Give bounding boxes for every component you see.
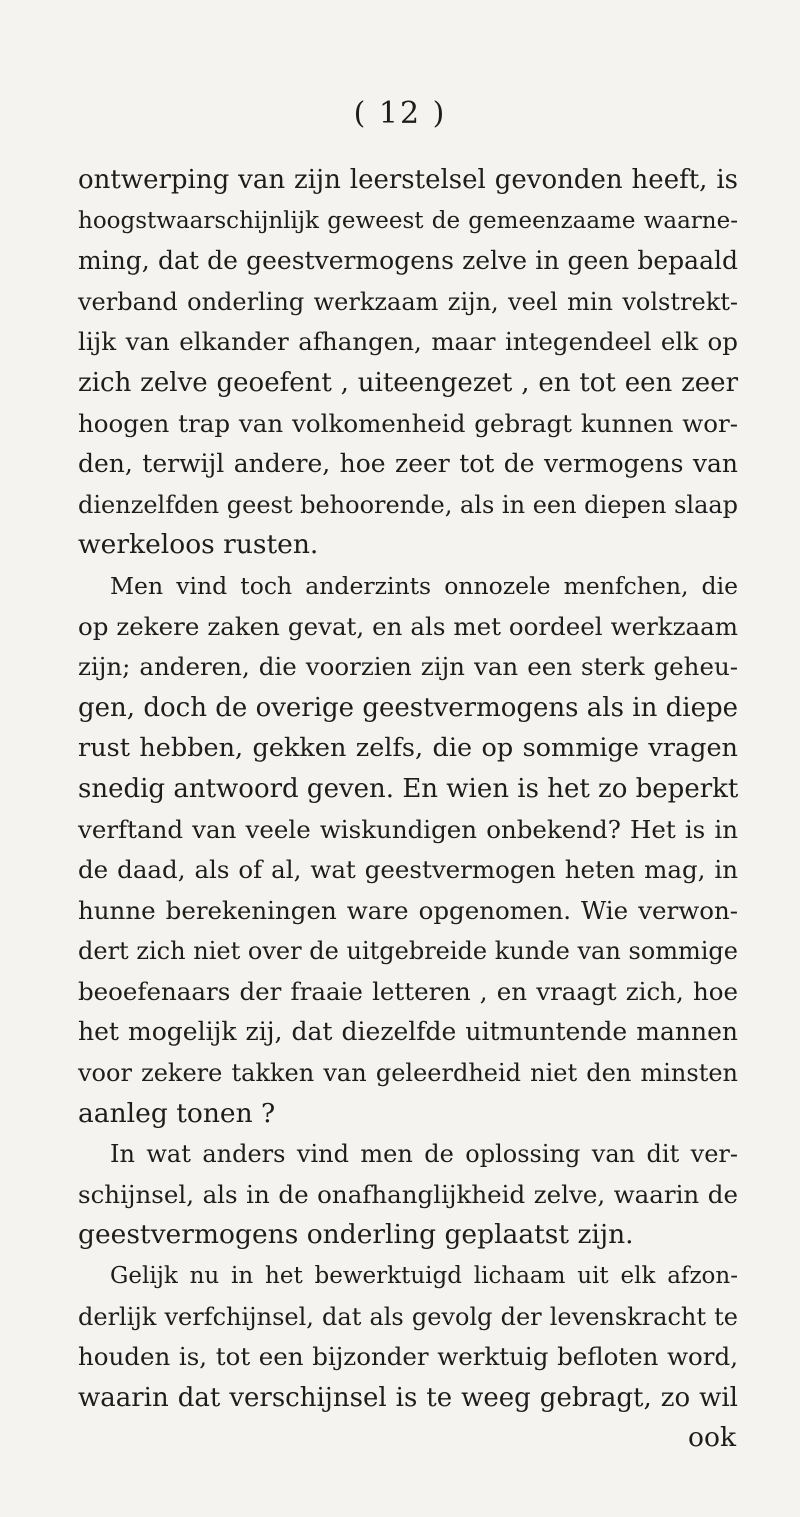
text-line: rust hebben, gekken zelfs, die op sommige vragen	[78, 733, 738, 764]
text-line: ming, dat de geestvermogens zelve in geen bepaald	[78, 246, 738, 276]
text-line: dert zich niet over de uitgebreide kunde van sommige	[78, 937, 738, 966]
paragraph-2	[78, 566, 738, 1134]
body-text	[78, 160, 738, 1459]
text-line: hunne berekeningen ware opgenomen. Wie verwon-	[78, 895, 738, 925]
paragraph-1	[78, 160, 738, 566]
text-line: snedig antwoord geven. En wien is het zo beperkt	[78, 773, 739, 804]
text-line: dienzelfden geest behoorende, als in een diepen slaap	[78, 490, 739, 519]
paragraph-4	[78, 1256, 738, 1418]
text-line: Men vind toch anderzints onnozele menfchen, die	[110, 571, 738, 600]
page-number: ( 12 )	[353, 96, 447, 131]
text-line: lijk van elkander afhangen, maar integendeel elk op	[78, 327, 738, 357]
text-line: ontwerping van zijn leerstelsel gevonden heeft, is	[78, 165, 738, 195]
text-line: waarin dat verschijnsel is te weeg gebragt, zo wil	[78, 1382, 738, 1413]
text-line: derlijk verfchijnsel, dat als gevolg der levenskracht te	[78, 1302, 738, 1331]
text-line: aanleg tonen ?	[78, 1097, 276, 1129]
text-line: gen, doch de overige geestvermogens als in diepe	[78, 692, 738, 723]
text-line: het mogelijk zij, dat diezelfde uitmuntende mannen	[78, 1017, 738, 1047]
text-line: hoogen trap van volkomenheid gebragt kunnen wor-	[78, 408, 738, 438]
text-line: den, terwijl andere, hoe zeer tot de vermogens van	[78, 449, 738, 479]
text-line: Gelijk nu in het bewerktuigd lichaam uit elk afzon-	[110, 1263, 738, 1290]
text-line: werkeloos rusten.	[78, 529, 319, 561]
text-line: verband onderling werkzaam zijn, veel min volstrekt-	[78, 287, 738, 316]
text-line: zijn; anderen, die voorzien zijn van een sterk geheu-	[78, 652, 738, 682]
text-line: zich zelve geoefent , uiteengezet , en tot een zeer	[78, 367, 738, 398]
text-line: geestvermogens onderling geplaatst zijn.	[78, 1219, 634, 1251]
text-line: schijnsel, als in de onafhanglijkheid zelve, waarin de	[78, 1179, 738, 1209]
text-line: In wat anders vind men de oplossing van dit ver-	[110, 1140, 738, 1169]
paragraph-3	[78, 1134, 738, 1256]
text-line: op zekere zaken gevat, en als met oordeel werkzaam	[78, 611, 738, 641]
text-line: houden is, tot een bijzonder werktuig befloten word,	[78, 1342, 738, 1372]
text-line: voor zekere takken van geleerdheid niet den minsten	[78, 1059, 738, 1088]
text-line: beoefenaars der fraaie letteren , en vraagt zich, hoe	[78, 976, 738, 1006]
text-line: hoogstwaarschijnlijk geweest de gemeenzaame waarne-	[78, 207, 738, 234]
text-line: verftand van veele wiskundigen onbekend? Het is in	[78, 814, 738, 844]
catchword: ook	[688, 1422, 736, 1454]
text-line: de daad, als of al, wat geestvermogen heten mag, in	[78, 855, 738, 885]
